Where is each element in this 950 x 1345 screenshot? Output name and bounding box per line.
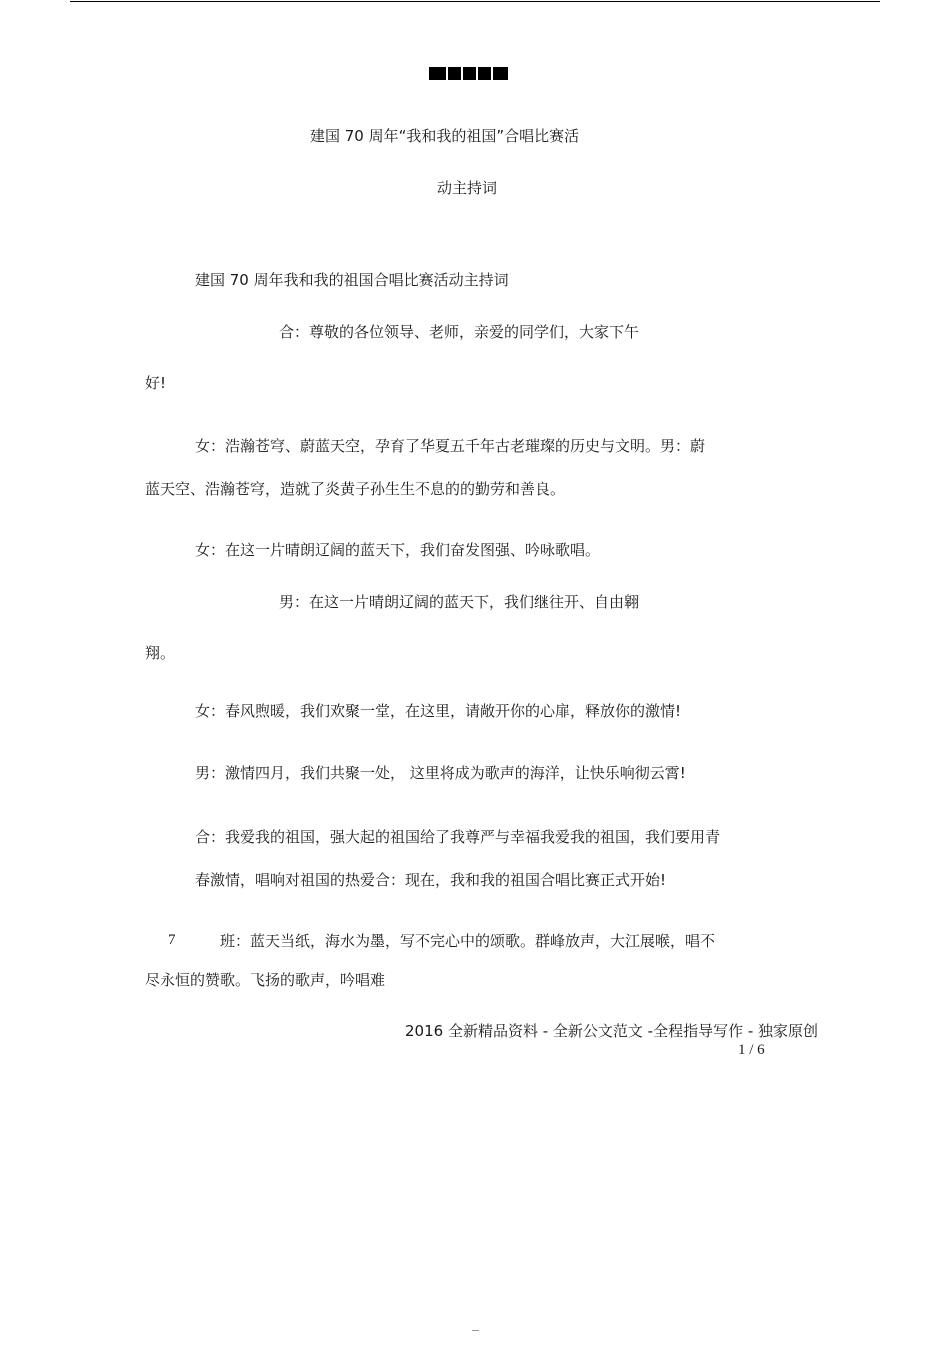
page-number: 1 / 6 bbox=[738, 1042, 765, 1058]
paragraph-3: 女：在这一片晴朗辽阔的蓝天下，我们奋发图强、吟咏歌唱。 bbox=[195, 541, 601, 559]
title-line-2: 动主持词 bbox=[437, 179, 498, 197]
paragraph-1b: 好! bbox=[145, 374, 167, 392]
paragraph-6: 男：激情四月，我们共聚一处， 这里将成为歌声的海洋，让快乐响彻云霄! bbox=[195, 764, 686, 782]
paragraph-5: 女：春风煦暖，我们欢聚一堂，在这里，请敞开你的心扉，释放你的激情! bbox=[195, 702, 682, 720]
title-line-1: 建国 70 周年“我和我的祖国”合唱比赛活 bbox=[310, 127, 580, 145]
paragraph-1a: 合：尊敬的各位领导、老师，亲爱的同学们，大家下午 bbox=[279, 323, 640, 341]
paragraph-2b: 蓝天空、浩瀚苍穹，造就了炎黄子孙生生不息的的勤劳和善良。 bbox=[145, 480, 566, 498]
paragraph-8b: 尽永恒的赞歌。飞扬的歌声，吟唱难 bbox=[145, 971, 386, 989]
class-number: 7 bbox=[168, 932, 176, 948]
paragraph-2a: 女：浩瀚苍穹、蔚蓝天空，孕育了华夏五千年古老璀璨的历史与文明。男：蔚 bbox=[195, 437, 706, 455]
bottom-mark bbox=[472, 1330, 479, 1331]
document-subtitle: 建国 70 周年我和我的祖国合唱比赛活动主持词 bbox=[195, 271, 509, 289]
redacted-header-blocks bbox=[429, 67, 508, 80]
paragraph-7a: 合：我爱我的祖国，强大起的祖国给了我尊严与幸福我爱我的祖国，我们要用青 bbox=[195, 828, 721, 846]
footer-tagline: 2016 全新精品资料 - 全新公文范文 -全程指导写作 - 独家原创 bbox=[405, 1022, 819, 1040]
paragraph-4b: 翔。 bbox=[145, 644, 176, 662]
top-rule bbox=[70, 1, 880, 2]
paragraph-7b: 春激情，唱响对祖国的热爱合：现在，我和我的祖国合唱比赛正式开始! bbox=[195, 871, 667, 889]
paragraph-8a: 班：蓝天当纸，海水为墨，写不完心中的颂歌。群峰放声，大江展喉，唱不 bbox=[220, 932, 716, 950]
paragraph-4a: 男：在这一片晴朗辽阔的蓝天下，我们继往开、自由翱 bbox=[279, 593, 640, 611]
